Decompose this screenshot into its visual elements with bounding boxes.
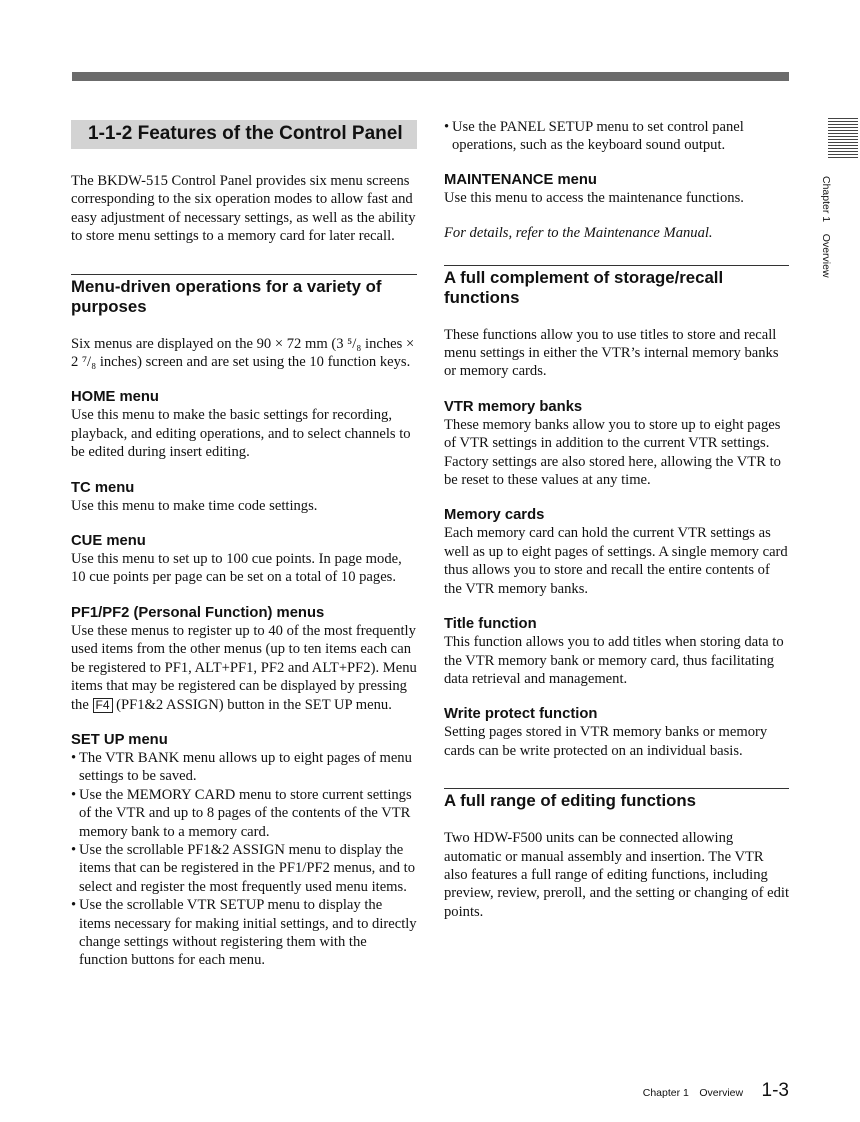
memory-cards-text: Each memory card can hold the current VTR settings as well as up to eight pages of settings. A single memory card thus allows you to store and recall the entire contents of the VTR memory banks. <box>444 525 788 597</box>
page-footer <box>643 1080 789 1102</box>
vtr-memory-banks-heading: VTR memory banks <box>444 398 583 415</box>
write-protect-text: Setting pages stored in VTR memory banks or memory cards can be write protected on an individual basis. <box>444 724 768 759</box>
pf-menu-heading: PF1/PF2 (Personal Function) menus <box>71 604 325 621</box>
pf-text-part2: (PF1&2 ASSIGN) button in the SET UP menu. <box>116 696 392 713</box>
list-item: • The VTR BANK menu allows up to eight pages of menu settings to be saved. <box>71 749 417 786</box>
footer-section: Overview <box>699 1087 744 1099</box>
setup-menu-heading: SET UP menu <box>71 731 168 748</box>
intro-paragraph: The BKDW-515 Control Panel provides six menu screens corresponding to the six operation modes to allow fast and easy adjustment of necessary settings, as well as the ability to store menu settings to a memory card for later recall. <box>71 173 416 245</box>
pf-text-part1: Use these menus to register up to 40 of the most frequently used items from the other menus (up to ten items each can be registered to PF1, ALT+PF1, PF2 and ALT+PF2). Menu items that may be registered can be displayed by pressing the <box>71 622 417 713</box>
list-item: • Use the scrollable PF1&2 ASSIGN menu to display the items that can be registered in the PF1/PF2 menus, and to select and register the most frequently used menu items. <box>71 841 417 896</box>
list-item: • Use the scrollable VTR SETUP menu to display the items necessary for making initial settings, and to directly change settings without registering them with the function buttons for each menu. <box>71 896 417 970</box>
vtr-memory-banks-text: These memory banks allow you to store up to eight pages of VTR settings in addition to the current VTR settings. Factory settings are also stored here, allowing the VTR to be reset to these values at any time. <box>444 416 781 489</box>
menu-driven-heading: Menu-driven operations for a variety of purposes <box>71 274 417 317</box>
setup-menu-list <box>71 749 417 970</box>
title-function-heading: Title function <box>444 616 537 633</box>
chapter-tab-marker <box>828 118 858 160</box>
tc-menu-heading: TC menu <box>71 479 135 496</box>
editing-functions-text: Two HDW-F500 units can be connected allowing automatic or manual assembly and insertion. The VTR also features a full range of editing functions, including preview, review, preroll, and the setting or changing of edit points. <box>444 830 789 920</box>
section-title: 1-1-2 Features of the Control Panel <box>88 123 403 144</box>
footer-chapter: Chapter 1 <box>642 1087 689 1099</box>
storage-recall-intro: These functions allow you to use titles to store and recall menu settings in either the VTR’s internal memory banks or memory cards. <box>444 326 779 380</box>
page-number: 1-3 <box>761 1080 789 1101</box>
home-menu-heading: HOME menu <box>71 389 159 406</box>
memory-cards-heading: Memory cards <box>444 507 545 524</box>
storage-recall-heading: A full complement of storage/recall functions <box>444 265 789 308</box>
cue-menu-heading: CUE menu <box>71 533 146 550</box>
side-chapter-label: Chapter 1 Overview <box>820 176 832 278</box>
pf-menu-text <box>71 622 417 714</box>
home-menu-text: Use this menu to make the basic settings for recording, playback, and editing operations, and to select channels to be edited during insert editing. <box>71 407 411 461</box>
maintenance-menu-text: Use this menu to access the maintenance functions. <box>444 189 744 206</box>
maintenance-reference-note: For details, refer to the Maintenance Manual. <box>444 225 713 242</box>
f4-key-label: F4 <box>93 698 113 713</box>
title-function-text: This function allows you to add titles when storing data to the VTR memory bank or memory card, thus facilitating data retrieval and management. <box>444 634 784 687</box>
top-rule <box>72 72 789 81</box>
tc-menu-text: Use this menu to make time code settings. <box>71 497 318 514</box>
menu-intro-paragraph: Six menus are displayed on the 90 × 72 mm (3 ⁵/₈ inches × 2 ⁷/₈ inches) screen and are set using the 10 function keys. <box>71 335 415 371</box>
cue-menu-text: Use this menu to set up to 100 cue points. In page mode, 10 cue points per page can be set on a total of 10 pages. <box>71 551 402 586</box>
chapter-side-tab <box>828 118 858 160</box>
right-column <box>444 118 789 921</box>
list-item: • Use the MEMORY CARD menu to store current settings of the VTR and up to 8 pages of the contents of the VTR memory bank to a memory card. <box>71 786 417 841</box>
section-title-box <box>71 120 417 149</box>
panel-setup-list <box>444 118 789 155</box>
list-item: • Use the PANEL SETUP menu to set control panel operations, such as the keyboard sound output. <box>444 118 789 155</box>
left-column <box>71 118 417 970</box>
write-protect-heading: Write protect function <box>444 706 598 723</box>
maintenance-menu-heading: MAINTENANCE menu <box>444 171 597 188</box>
editing-functions-heading: A full range of editing functions <box>444 788 789 811</box>
